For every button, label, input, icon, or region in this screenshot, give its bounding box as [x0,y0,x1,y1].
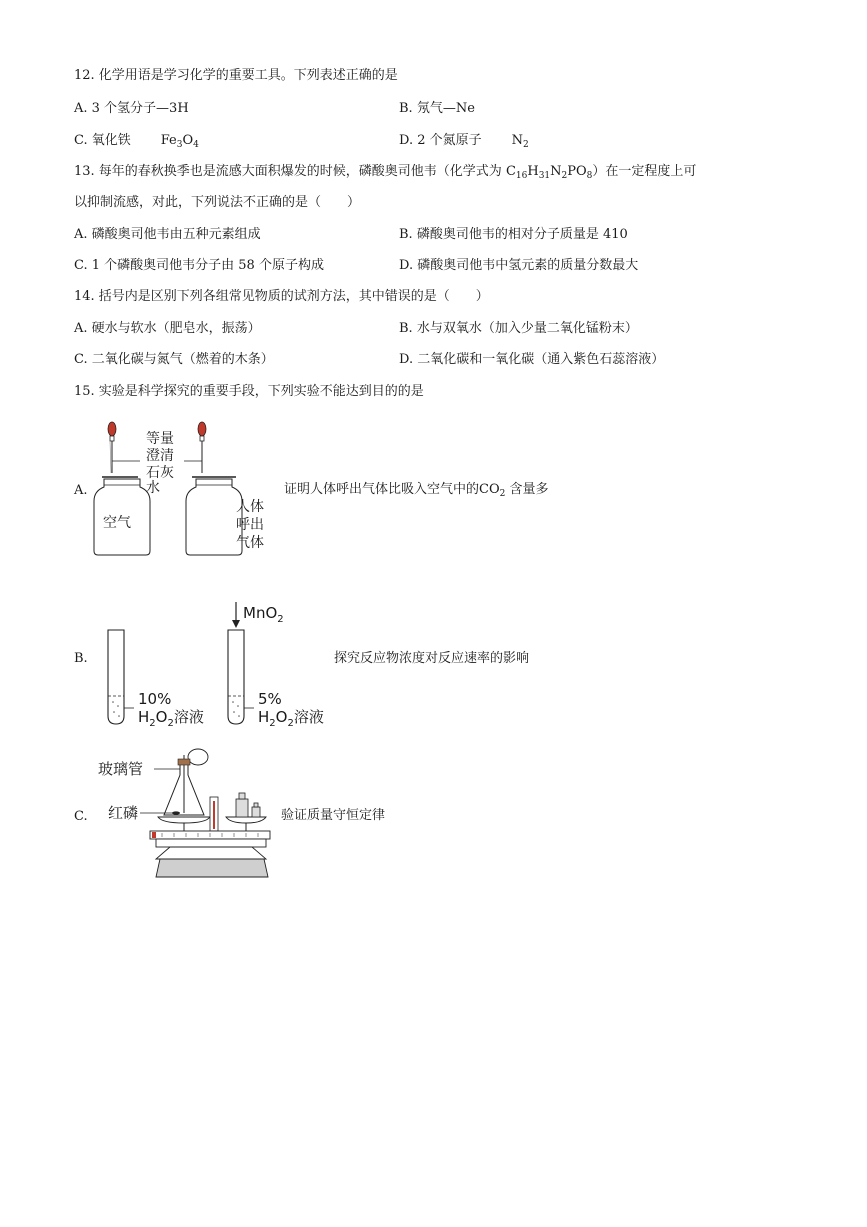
dropper-bulb-icon [108,422,116,436]
q13-stem-line1: 13. 每年的春秋换季也是流感大面积爆发的时候，磷酸奥司他韦（化学式为 $C_{16}H_{31}N_2PO_8$）在一定程度上可 [74,164,697,181]
concentration-label-1: 10% [138,690,172,708]
q13-stem-line2: 以抑制流感，对此，下列说法不正确的是（ ） [74,195,361,210]
q13-option-d: D. 磷酸奥司他韦中氢元素的质量分数最大 [399,258,639,273]
q12-option-c-formula: $Fe_3O_4$ [160,133,199,150]
q12-option-a: A. 3 个氢分子—3H [74,101,189,116]
q12-stem: 12. 化学用语是学习化学的重要工具。下列表述正确的是 [74,68,398,83]
q15-option-c-desc: 验证质量守恒定律 [281,808,386,823]
bottle-air-label: 空气 [103,515,131,531]
dropper-bulb-icon [198,422,206,436]
q12-option-c-label: C. 氧化铁 [74,133,131,148]
q15-option-c-label: C. [74,809,88,824]
bottle-exhaled-label-2: 呼出 [236,517,264,533]
reagent-label-1: 等量 [146,431,174,447]
q14-option-b: B. 水与双氧水（加入少量二氧化锰粉末） [399,321,638,336]
reagent-label-4: 水 [146,480,160,496]
solution-label-1: $H_2O_2$溶液 [138,708,204,729]
q12-option-b: B. 氖气—Ne [399,101,475,116]
q12-option-d-label: D. 2 个氮原子 [399,133,482,148]
q12-option-d-formula: $N_2$ [511,133,529,150]
bottle-exhaled-label-1: 人体 [236,499,264,515]
red-phosphorus-label: 红磷 [108,804,139,822]
catalyst-concentration-diagram [100,598,340,730]
q14-stem: 14. 括号内是区别下列各组常见物质的试剂方法，其中错误的是（ ） [74,289,489,304]
arrow-down-icon [232,620,240,628]
bottle-exhaled-label-3: 气体 [236,535,264,551]
q15-option-a-label: A. [74,483,88,498]
q14-option-a: A. 硬水与软水（肥皂水，振荡） [74,321,261,336]
weight-icon [252,807,260,817]
reagent-label-2: 澄清 [146,448,174,464]
q13-option-c: C. 1 个磷酸奥司他韦分子由 58 个原子构成 [74,258,324,273]
q13-option-a: A. 磷酸奥司他韦由五种元素组成 [74,227,261,242]
q12-option-c [74,133,199,150]
concentration-label-2: 5% [258,690,282,708]
q14-option-c: C. 二氧化碳与氮气（燃着的木条） [74,352,274,367]
stopper-icon [178,759,190,765]
q13-option-b: B. 磷酸奥司他韦的相对分子质量是 410 [399,227,628,242]
balloon-icon [188,749,208,765]
exhaled-air-diagram [88,415,278,560]
q15-option-b-desc: 探究反应物浓度对反应速率的影响 [334,651,530,666]
q15-option-b-label: B. [74,651,88,666]
test-tube-icon [108,630,124,724]
conservation-of-mass-diagram [98,745,274,885]
q15-stem: 15. 实验是科学探究的重要手段，下列实验不能达到目的的是 [74,384,424,399]
q15-option-a-desc: 证明人体呼出气体比吸入空气中的$CO_2$ 含量多 [284,482,549,499]
weight-icon [236,799,248,817]
solution-label-2: $H_2O_2$溶液 [258,708,324,729]
reagent-label-3: 石灰 [146,465,174,481]
test-tube-icon [228,630,244,724]
glass-tube-label: 玻璃管 [98,760,144,778]
q14-option-d: D. 二氧化碳和一氧化碳（通入紫色石蕊溶液） [399,352,665,367]
q12-option-d [399,133,529,150]
catalyst-label: MnO$_2$ [243,604,284,625]
